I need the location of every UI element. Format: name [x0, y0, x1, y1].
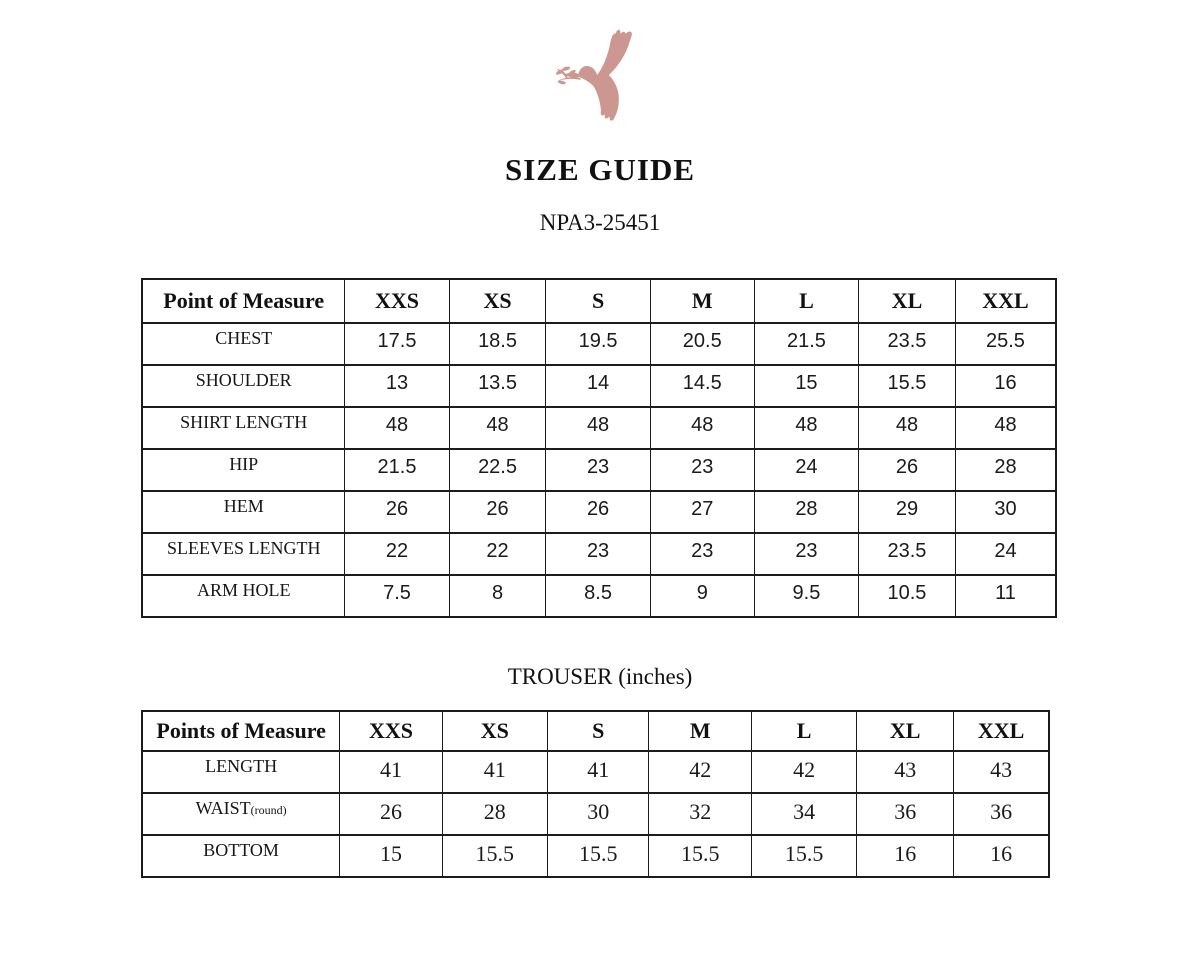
measure-label: HEM [223, 496, 264, 516]
row-label-cell [142, 491, 345, 533]
size-value-cell: 23 [546, 533, 650, 575]
measure-label: HIP [229, 454, 259, 474]
column-header-s: S [547, 711, 649, 751]
row-label-cell [142, 449, 345, 491]
row-label-cell [142, 575, 345, 617]
column-header-xxl: XXL [955, 279, 1056, 323]
table-row [142, 533, 1056, 575]
table-row [142, 323, 1056, 365]
row-label-cell [142, 533, 345, 575]
size-value-cell: 15.5 [442, 835, 547, 877]
row-label-cell [142, 365, 345, 407]
size-value-cell: 26 [449, 491, 546, 533]
size-value-cell: 22 [345, 533, 449, 575]
size-value-cell: 8.5 [546, 575, 650, 617]
size-value-cell: 48 [955, 407, 1056, 449]
column-header-m: M [649, 711, 751, 751]
size-value-cell: 25.5 [955, 323, 1056, 365]
size-value-cell: 13.5 [449, 365, 546, 407]
shirt-size-table [141, 278, 1057, 618]
size-value-cell: 16 [857, 835, 954, 877]
size-value-cell: 9.5 [754, 575, 858, 617]
size-value-cell: 15.5 [547, 835, 649, 877]
size-value-cell: 28 [754, 491, 858, 533]
size-value-cell: 28 [442, 793, 547, 835]
size-value-cell: 8 [449, 575, 546, 617]
size-value-cell: 34 [751, 793, 856, 835]
size-value-cell: 17.5 [345, 323, 449, 365]
size-value-cell: 15 [340, 835, 442, 877]
size-value-cell: 48 [859, 407, 956, 449]
column-header-l: L [754, 279, 858, 323]
size-value-cell: 23.5 [859, 323, 956, 365]
column-header-xl: XL [859, 279, 956, 323]
size-value-cell: 24 [754, 449, 858, 491]
size-value-cell: 21.5 [345, 449, 449, 491]
size-value-cell: 15.5 [751, 835, 856, 877]
size-value-cell: 14 [546, 365, 650, 407]
size-value-cell: 26 [546, 491, 650, 533]
trouser-size-table-container [141, 710, 1050, 878]
size-value-cell: 41 [442, 751, 547, 793]
size-value-cell: 43 [857, 751, 954, 793]
size-value-cell: 22.5 [449, 449, 546, 491]
column-header-xxs: XXS [340, 711, 442, 751]
size-value-cell: 15.5 [859, 365, 956, 407]
size-value-cell: 48 [754, 407, 858, 449]
table-row [142, 407, 1056, 449]
size-value-cell: 24 [955, 533, 1056, 575]
size-value-cell: 9 [650, 575, 754, 617]
size-value-cell: 18.5 [449, 323, 546, 365]
size-value-cell: 13 [345, 365, 449, 407]
size-value-cell: 15.5 [649, 835, 751, 877]
measure-label: WAIST [195, 798, 251, 818]
size-value-cell: 16 [955, 365, 1056, 407]
measure-label: SLEEVES LENGTH [166, 538, 321, 558]
measure-label: SHOULDER [195, 370, 292, 390]
measure-label: CHEST [215, 328, 273, 348]
size-value-cell: 14.5 [650, 365, 754, 407]
column-header-xl: XL [857, 711, 954, 751]
row-label-cell [142, 751, 340, 793]
size-value-cell: 36 [954, 793, 1049, 835]
size-value-cell: 41 [340, 751, 442, 793]
row-label-cell [142, 793, 340, 835]
table-row [142, 751, 1049, 793]
table-row [142, 793, 1049, 835]
size-value-cell: 10.5 [859, 575, 956, 617]
shirt-size-table-container [141, 278, 1057, 618]
size-value-cell: 7.5 [345, 575, 449, 617]
size-value-cell: 26 [340, 793, 442, 835]
measure-label: LENGTH [205, 756, 278, 776]
size-value-cell: 21.5 [754, 323, 858, 365]
brand-logo [0, 26, 1200, 129]
table-row [142, 575, 1056, 617]
row-label-cell [142, 323, 345, 365]
table-row [142, 449, 1056, 491]
size-value-cell: 30 [547, 793, 649, 835]
size-value-cell: 22 [449, 533, 546, 575]
size-value-cell: 23 [546, 449, 650, 491]
size-value-cell: 29 [859, 491, 956, 533]
size-value-cell: 48 [650, 407, 754, 449]
size-value-cell: 28 [955, 449, 1056, 491]
column-header-s: S [546, 279, 650, 323]
trouser-size-table [141, 710, 1050, 878]
size-value-cell: 16 [954, 835, 1049, 877]
size-value-cell: 42 [649, 751, 751, 793]
column-header-xxl: XXL [954, 711, 1049, 751]
size-value-cell: 23 [754, 533, 858, 575]
size-value-cell: 43 [954, 751, 1049, 793]
size-value-cell: 27 [650, 491, 754, 533]
size-value-cell: 48 [546, 407, 650, 449]
row-label-cell [142, 407, 345, 449]
size-value-cell: 15 [754, 365, 858, 407]
column-header-xs: XS [449, 279, 546, 323]
measure-label: SHIRT LENGTH [180, 412, 308, 432]
header-row [142, 279, 1056, 323]
column-header-xs: XS [442, 711, 547, 751]
size-value-cell: 30 [955, 491, 1056, 533]
size-value-cell: 11 [955, 575, 1056, 617]
trouser-section-title: TROUSER (inches) [507, 664, 693, 689]
size-value-cell: 32 [649, 793, 751, 835]
table-row [142, 835, 1049, 877]
product-code: NPA3-25451 [539, 210, 661, 235]
size-value-cell: 36 [857, 793, 954, 835]
table-row [142, 365, 1056, 407]
size-value-cell: 42 [751, 751, 856, 793]
page-title: SIZE GUIDE [504, 152, 696, 187]
size-value-cell: 26 [859, 449, 956, 491]
size-value-cell: 26 [345, 491, 449, 533]
measure-label-suffix: (round) [250, 803, 287, 817]
column-header-m: M [650, 279, 754, 323]
header-row [142, 711, 1049, 751]
column-header-points-of-measure: Points of Measure [142, 711, 340, 751]
size-value-cell: 23 [650, 533, 754, 575]
size-value-cell: 48 [449, 407, 546, 449]
size-value-cell: 19.5 [546, 323, 650, 365]
column-header-l: L [751, 711, 856, 751]
size-value-cell: 48 [345, 407, 449, 449]
measure-label: ARM HOLE [196, 580, 291, 600]
size-value-cell: 20.5 [650, 323, 754, 365]
size-value-cell: 41 [547, 751, 649, 793]
dove-with-olive-branch-icon [550, 26, 650, 124]
size-value-cell: 23.5 [859, 533, 956, 575]
column-header-xxs: XXS [345, 279, 449, 323]
table-row [142, 491, 1056, 533]
size-value-cell: 23 [650, 449, 754, 491]
column-header-point-of-measure: Point of Measure [142, 279, 345, 323]
row-label-cell [142, 835, 340, 877]
measure-label: BOTTOM [203, 840, 279, 860]
